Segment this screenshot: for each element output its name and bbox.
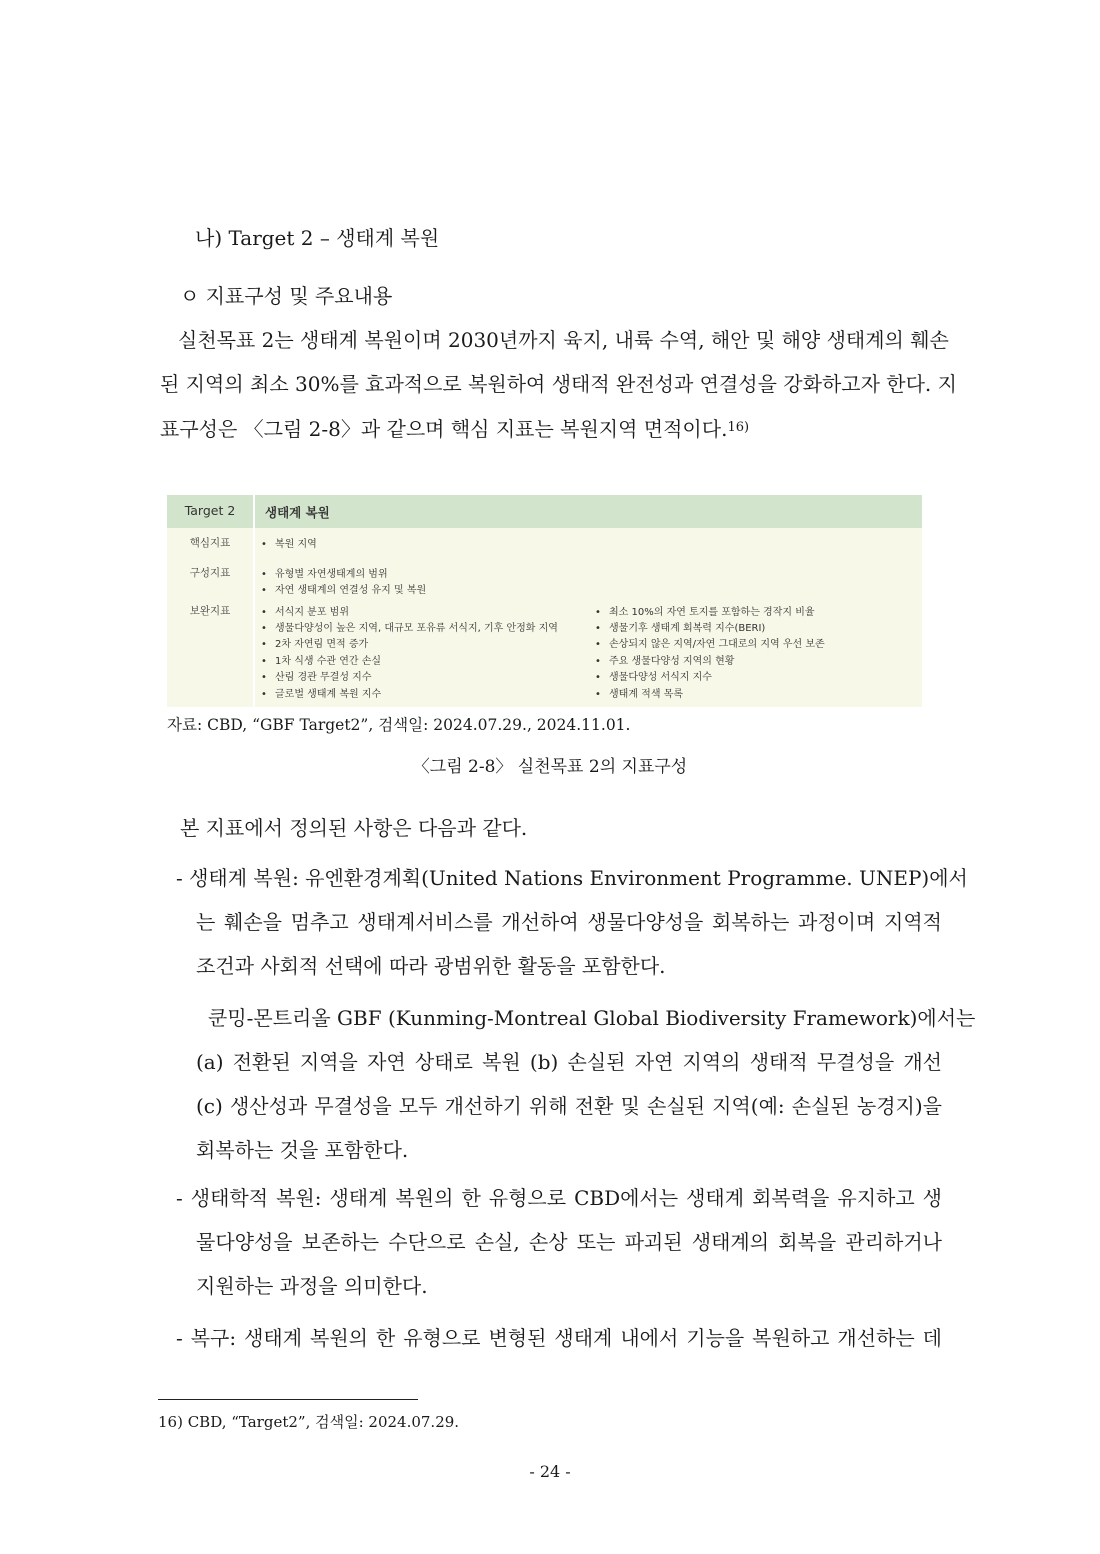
core-indicator-item: • 복원 지역 [261,535,317,550]
supplementary-indicator-item: • 생태계 적색 목록 [595,685,683,700]
definition-line: 는 훼손을 멈추고 생태계서비스를 개선하여 생물다양성을 회복하는 과정이며 지역적 [196,910,942,934]
definition-line: 쿤밍-몬트리올 GBF (Kunming-Montreal Global Biodiversity Framework)에서는 [208,1006,976,1030]
supplementary-indicator-item: • 1차 식생 수관 연간 손실 [261,652,381,667]
row-label-supplementary: 보완지표 [189,605,231,617]
component-indicator-item: • 자연 생태계의 연결성 유지 및 복원 [261,581,426,596]
definition-rehabilitation [176,1316,942,1360]
definition-line: - 생태계 복원: 유엔환경계획(United Nations Environment Programme. UNEP)에서 [176,866,968,890]
figure-header-title: 생태계 복원 [265,505,330,520]
definition-gbf [196,996,976,1172]
supplementary-indicator-item: • 산림 경관 무결성 지수 [261,668,371,683]
supplementary-indicator-item: • 주요 생물다양성 지역의 현황 [595,652,734,667]
intro-line-text: 표구성은 〈그림 2-8〉과 같으며 핵심 지표는 복원지역 면적이다. [160,417,728,441]
supplementary-indicator-item: • 글로벌 생태계 복원 지수 [261,685,381,700]
footnote: 16) CBD, “Target2”, 검색일: 2024.07.29. [158,1413,460,1431]
footnote-separator [158,1399,418,1400]
definition-line: - 생태학적 복원: 생태계 복원의 한 유형으로 CBD에서는 생태계 회복력을 유지하고 생 [176,1186,942,1210]
definition-ecological-restoration [176,1176,942,1308]
figure-source: 자료: CBD, “GBF Target2”, 검색일: 2024.07.29., 2024.11.01. [167,716,631,734]
supplementary-indicator-item: • 생물다양성 서식지 지수 [595,668,712,683]
definition-line: (a) 전환된 지역을 자연 상태로 복원 (b) 손실된 자연 지역의 생태적 무결성을 개선 [196,1050,942,1074]
intro-line: 된 지역의 최소 30%를 효과적으로 복원하여 생태적 완전성과 연결성을 강화하고자 한다. 지 [160,372,957,396]
figure-divider [253,495,255,707]
footnote-reference[interactable]: 16) [727,420,750,435]
supplementary-indicator-item: • 2차 자연림 면적 증가 [261,635,368,650]
row-label-component: 구성지표 [189,567,231,579]
intro-line: 실천목표 2는 생태계 복원이며 2030년까지 육지, 내륙 수역, 해안 및 해양 생태계의 훼손 [178,328,949,352]
definition-line: - 복구: 생태계 복원의 한 유형으로 변형된 생태계 내에서 기능을 복원하고 개선하는 데 [176,1326,942,1350]
section-heading: 나) Target 2 – 생태계 복원 [195,226,440,250]
page-number: - 24 - [529,1462,571,1481]
figure-caption: 〈그림 2-8〉 실천목표 2의 지표구성 [412,757,688,777]
definitions-intro: 본 지표에서 정의된 사항은 다음과 같다. [180,816,528,840]
supplementary-indicator-item: • 생물다양성이 높은 지역, 대규모 포유류 서식지, 기후 안정화 지역 [261,619,558,634]
definition-line: 물다양성을 보존하는 수단으로 손실, 손상 또는 파괴된 생태계의 회복을 관리하거나 [196,1230,942,1254]
indicator-figure [167,495,922,707]
definition-ecosystem-restoration [176,856,968,988]
intro-paragraph [160,318,957,451]
intro-line-last [160,406,942,451]
definition-line: (c) 생산성과 무결성을 모두 개선하기 위해 전환 및 손실된 지역(예: 손실된 농경지)을 [196,1094,942,1118]
supplementary-indicator-item: • 서식지 분포 범위 [261,603,349,618]
definition-line: 지원하는 과정을 의미한다. [196,1274,428,1298]
supplementary-indicator-item: • 생물기후 생태계 회복력 지수(BERI) [595,619,765,634]
component-indicator-item: • 유형별 자연생태계의 범위 [261,565,388,580]
supplementary-indicator-item: • 최소 10%의 자연 토지를 포함하는 경작지 비율 [595,603,815,618]
definition-line: 회복하는 것을 포함한다. [196,1138,409,1162]
figure-header-target: Target 2 [184,503,236,518]
subheading: ㅇ 지표구성 및 주요내용 [180,284,393,308]
definition-line: 조건과 사회적 선택에 따라 광범위한 활동을 포함한다. [196,954,666,978]
supplementary-indicator-item: • 손상되지 않은 지역/자연 그대로의 지역 우선 보존 [595,635,825,650]
row-label-core: 핵심지표 [189,537,231,549]
